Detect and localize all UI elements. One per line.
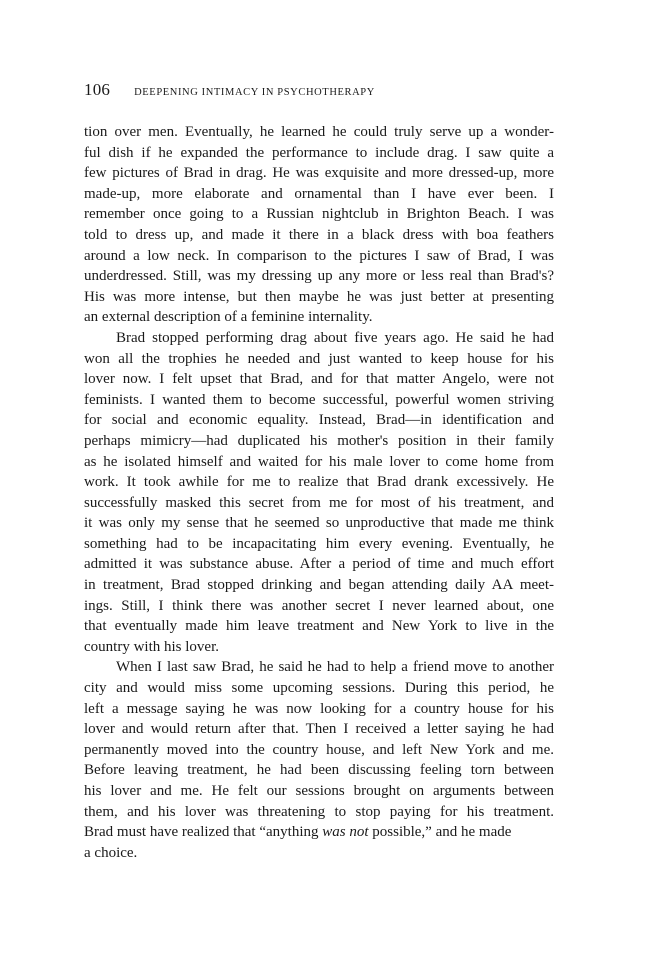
paragraph-2 (84, 328, 554, 658)
text-line: lover and would return after that. Then I received a letter saying he had (84, 721, 554, 738)
text-line: as he isolated himself and waited for his male lover to come home from (84, 453, 554, 470)
text-line: them, and his lover was threatening to stop paying for his treatment. (84, 803, 554, 820)
text-line: Brad stopped performing drag about five years ago. He said he had (116, 329, 554, 346)
text-line: made-up, more elaborate and ornamental than I have ever been. I (84, 185, 554, 202)
text-line: work. It took awhile for me to realize that Brad drank excessively. He (84, 474, 554, 491)
text-line: for social and economic equality. Instead, Brad—in identification and (84, 412, 554, 429)
text-line: lover now. I felt upset that Brad, and for that matter Angelo, were not (84, 371, 554, 388)
text-line: feminists. I wanted them to become successful, powerful women striving (84, 391, 554, 408)
text-line: His was more intense, but then maybe he was just better at presenting (84, 288, 554, 305)
text-segment: Brad must have realized that “anything (84, 824, 323, 841)
text-line: few pictures of Brad in drag. He was exquisite and more dressed-up, more (84, 165, 554, 182)
text-line: told to dress up, and made it there in a black dress with boa feathers (84, 226, 554, 243)
text-line: underdressed. Still, was my dressing up any more or less real than Brad's? (84, 268, 554, 285)
text-line: country with his lover. (84, 638, 219, 655)
text-line: tion over men. Eventually, he learned he could truly serve up a wonder- (84, 124, 554, 140)
text-line: city and would miss some upcoming sessions. During this period, he (84, 680, 554, 697)
body-text (84, 122, 554, 863)
running-title: DEEPENING INTIMACY IN PSYCHOTHERAPY (134, 87, 375, 98)
text-line: permanently moved into the country house, and left New York and me. (84, 741, 554, 758)
text-line: that eventually made him leave treatment and New York to live in the (84, 618, 554, 635)
text-line: it was only my sense that he seemed so unproductive that made me think (84, 515, 554, 532)
text-line: something had to be incapacitating him every evening. Eventually, he (84, 535, 554, 552)
text-line: his lover and me. He felt our sessions brought on arguments between (84, 783, 554, 799)
paragraph-1 (84, 122, 554, 328)
text-line: a choice. (84, 844, 138, 861)
text-line: admitted it was substance abuse. After a period of time and much effort (84, 556, 554, 573)
text-segment: possible,” and he made (368, 824, 512, 841)
page-number: 106 (84, 80, 111, 99)
text-line: perhaps mimicry—had duplicated his mother's position in their family (84, 432, 554, 449)
text-line: ings. Still, I think there was another secret I never learned about, one (84, 597, 554, 614)
text-line: around a low neck. In comparison to the pictures I saw of Brad, I was (84, 247, 554, 264)
text-line: ful dish if he expanded the performance to include drag. I saw quite a (84, 144, 554, 161)
running-head (84, 80, 375, 100)
text-line: an external description of a feminine internality. (84, 309, 373, 326)
text-line: remember once going to a Russian nightclub in Brighton Beach. I was (84, 206, 554, 223)
text-line: Before leaving treatment, he had been discussing feeling torn between (84, 762, 554, 779)
text-line: When I last saw Brad, he said he had to help a friend move to another (116, 659, 554, 676)
italic-emphasis: was not (322, 824, 369, 841)
text-line: in treatment, Brad stopped drinking and began attending daily AA meet- (84, 577, 554, 594)
text-line: won all the trophies he needed and just wanted to keep house for his (84, 350, 554, 367)
paragraph-3 (84, 657, 554, 863)
text-line: left a message saying he was now looking for a country house for his (84, 700, 554, 717)
text-line-mixed (84, 822, 554, 843)
text-line: successfully masked this secret from me for most of his treatment, and (84, 494, 554, 511)
